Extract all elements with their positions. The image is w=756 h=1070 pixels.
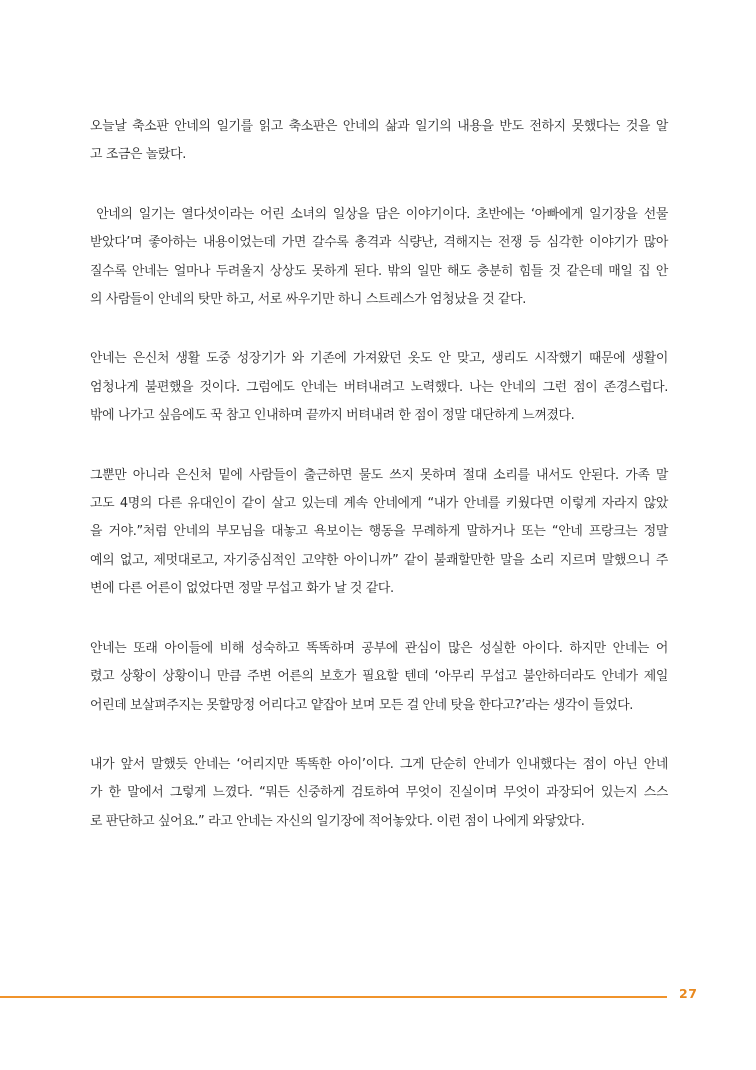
text-line: 오늘날 축소판 안네의 일기를 읽고 축소판은 안네의 삶과 일기의 내용을 반도 전하지 못했다는 것을 알: [90, 119, 668, 134]
text-line: 렸고 상황이 상황이니 만큼 주변 어른의 보호가 필요할 텐데 ‘아무리 무섭고 불안하더라도 안네가 제일: [90, 669, 668, 685]
text-line: 밖에 나가고 싶음에도 꾹 참고 인내하며 끝까지 버텨내려 한 점이 정말 대단하게 느껴졌다.: [90, 408, 575, 424]
text-line: 내가 앞서 말했듯 안네는 ‘어리지만 똑똑한 아이’이다. 그게 단순히 안네가 인내했다는 점이 아닌 안네: [90, 756, 668, 772]
text-line: 로 판단하고 싶어요.” 라고 안네는 자신의 일기장에 적어놓았다. 이런 점이 나에게 와닿았다.: [90, 813, 585, 829]
paragraph-1: [90, 113, 668, 170]
text-line: 안네의 일기는 열다섯이라는 어린 소녀의 일상을 담은 이야기이다. 초반에는 ‘아빠에게 일기장을 선물: [90, 206, 668, 222]
text-line: 을 거야.”처럼 안네의 부모님을 대놓고 욕보이는 행동을 무례하게 말하거나 또는 “안네 프랑크는 정말: [90, 524, 668, 540]
text-line: 의 사람들이 안네의 탓만 하고, 서로 싸우기만 하니 스트레스가 엄청났을 것 같다.: [90, 292, 526, 308]
page-number: 27: [679, 986, 698, 1001]
text-line: 예의 없고, 제멋대로고, 자기중심적인 고약한 아이니까” 같이 불쾌할만한 말을 소리 지르며 말했으니 주: [90, 552, 668, 568]
text-line: 안네는 또래 아이들에 비해 성숙하고 똑똑하며 공부에 관심이 많은 성실한 아이다. 하지만 안네는 어: [90, 640, 668, 656]
footer-rule: [0, 996, 667, 998]
paragraph-3: [90, 345, 668, 430]
text-line: 변에 다른 어른이 없었다면 정말 무섭고 화가 날 것 같다.: [90, 581, 394, 597]
body-text: [90, 113, 668, 867]
paragraph-5: [90, 635, 668, 720]
text-line: 그뿐만 아니라 은신처 밑에 사람들이 출근하면 물도 쓰지 못하며 절대 소리를 내서도 안된다. 가족 말: [90, 467, 668, 483]
text-line: 엄청나게 불편했을 것이다. 그럼에도 안네는 버텨내려고 노력했다. 나는 안네의 그런 점이 존경스럽다.: [90, 379, 668, 395]
text-line: 고 조금은 놀랐다.: [90, 147, 186, 163]
text-line: 어린데 보살펴주지는 못할망정 어리다고 얕잡아 보며 모든 걸 안네 탓을 한다고?’라는 생각이 들었다.: [90, 697, 634, 713]
text-line: 받았다’며 좋아하는 내용이었는데 가면 갈수록 총격과 식량난, 격해지는 전쟁 등 심각한 이야기가 많아: [90, 235, 668, 251]
text-line: 안네는 은신처 생활 도중 성장기가 와 기존에 가져왔던 옷도 안 맞고, 생리도 시작했기 때문에 생활이: [90, 351, 668, 367]
text-line: 가 한 말에서 그렇게 느꼈다. “뭐든 신중하게 검토하여 무엇이 진실이며 무엇이 과장되어 있는지 스스: [90, 785, 668, 801]
paragraph-6: [90, 751, 668, 836]
text-line: 고도 4명의 다른 유대인이 같이 살고 있는데 계속 안네에게 “내가 안네를 키웠다면 이렇게 자라지 않았: [90, 496, 668, 512]
text-line: 질수록 안네는 얼마나 두려울지 상상도 못하게 된다. 밖의 일만 해도 충분히 힘들 것 같은데 매일 집 안: [90, 263, 668, 279]
paragraph-2: [90, 201, 668, 315]
paragraph-4: [90, 462, 668, 604]
